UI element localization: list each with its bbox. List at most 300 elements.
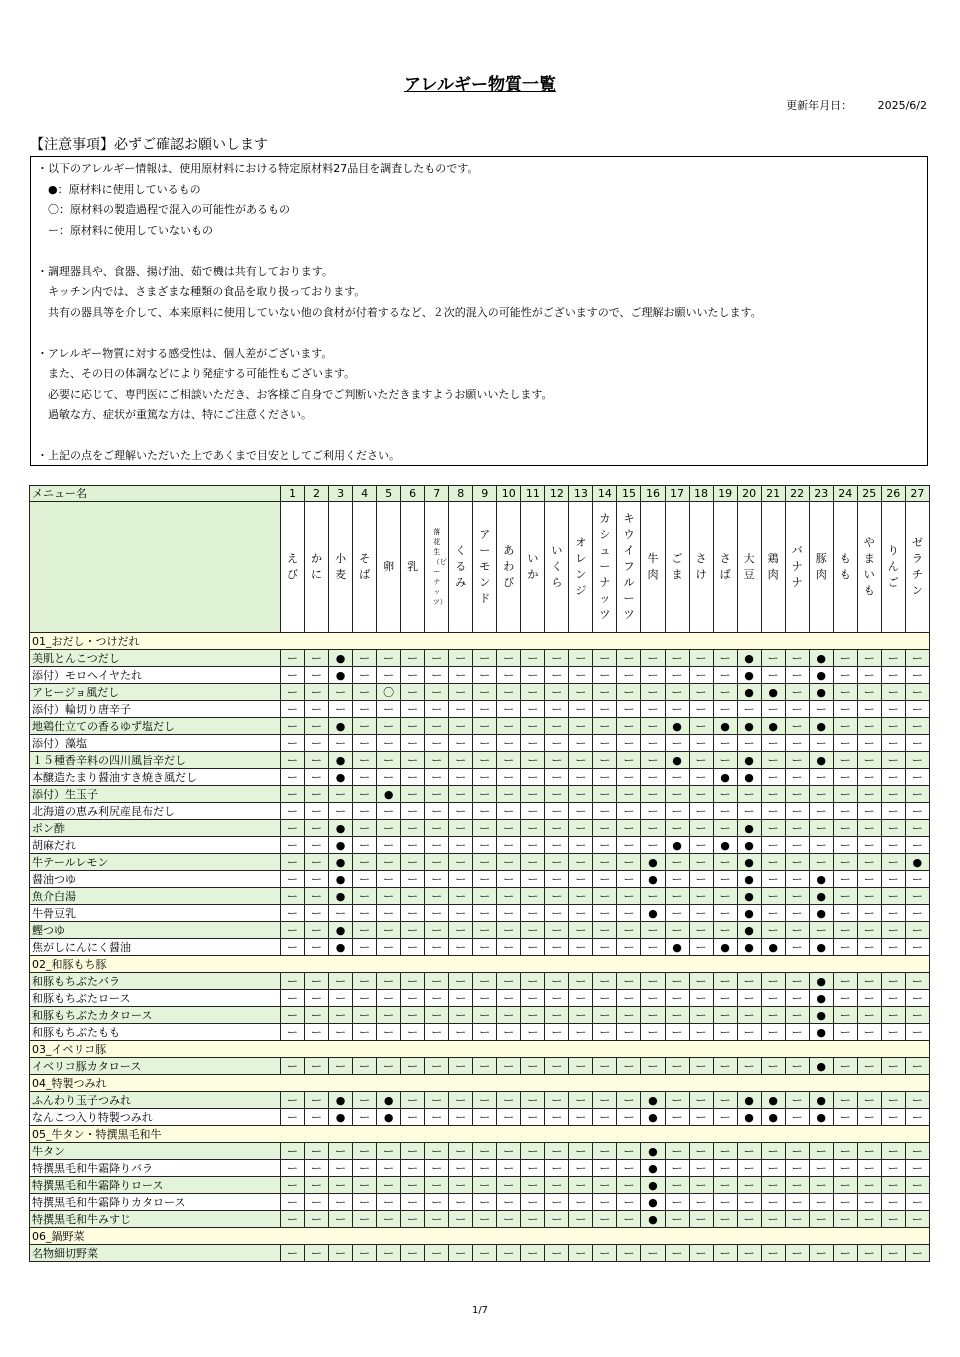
not-used-mark: ー (353, 939, 377, 956)
not-used-mark: ー (377, 701, 401, 718)
not-used-mark: ー (713, 1007, 737, 1024)
not-used-mark: ー (713, 1092, 737, 1109)
contains-mark: ● (329, 650, 353, 667)
not-used-mark: ー (761, 837, 785, 854)
not-used-mark: ー (665, 1058, 689, 1075)
not-used-mark: ー (401, 1143, 425, 1160)
notice-title: 【注意事項】必ずご確認お願いします (30, 137, 268, 153)
contains-mark: ● (737, 769, 761, 786)
not-used-mark: ー (473, 1024, 497, 1041)
not-used-mark: ー (569, 786, 593, 803)
not-used-mark: ー (617, 786, 641, 803)
category-row (30, 1228, 930, 1245)
not-used-mark: ー (881, 905, 905, 922)
allergen-number: 23 (809, 486, 833, 502)
not-used-mark: ー (857, 752, 881, 769)
not-used-mark: ー (593, 871, 617, 888)
not-used-mark: ー (401, 837, 425, 854)
contains-mark: ● (329, 752, 353, 769)
not-used-mark: ー (689, 803, 713, 820)
not-used-mark: ー (689, 735, 713, 752)
not-used-mark: ー (905, 769, 929, 786)
not-used-mark: ー (401, 939, 425, 956)
not-used-mark: ー (521, 922, 545, 939)
not-used-mark: ー (785, 1109, 809, 1126)
not-used-mark: ー (305, 1245, 329, 1262)
not-used-mark: ー (305, 837, 329, 854)
not-used-mark: ー (281, 1092, 305, 1109)
menu-row (30, 718, 930, 735)
allergen-name-cell (425, 502, 449, 633)
not-used-mark: ー (329, 990, 353, 1007)
not-used-mark: ー (713, 1143, 737, 1160)
not-used-mark: ー (425, 871, 449, 888)
not-used-mark: ー (305, 854, 329, 871)
not-used-mark: ー (833, 871, 857, 888)
not-used-mark: ー (425, 1194, 449, 1211)
not-used-mark: ー (473, 1109, 497, 1126)
not-used-mark: ー (329, 1211, 353, 1228)
menu-name: 添付）輪切り唐辛子 (30, 701, 281, 718)
not-used-mark: ー (737, 1007, 761, 1024)
not-used-mark: ー (809, 1160, 833, 1177)
not-used-mark: ー (857, 769, 881, 786)
not-used-mark: ー (329, 803, 353, 820)
allergen-name-cell (569, 502, 593, 633)
not-used-mark: ー (641, 990, 665, 1007)
not-used-mark: ー (473, 1211, 497, 1228)
not-used-mark: ー (689, 1092, 713, 1109)
allergen-number: 11 (521, 486, 545, 502)
not-used-mark: ー (569, 752, 593, 769)
not-used-mark: ー (833, 973, 857, 990)
not-used-mark: ー (521, 939, 545, 956)
contains-mark: ● (809, 939, 833, 956)
not-used-mark: ー (545, 786, 569, 803)
not-used-mark: ー (545, 888, 569, 905)
not-used-mark: ー (713, 667, 737, 684)
not-used-mark: ー (857, 820, 881, 837)
not-used-mark: ー (713, 1194, 737, 1211)
not-used-mark: ー (353, 854, 377, 871)
not-used-mark: ー (353, 871, 377, 888)
not-used-mark: ー (761, 1007, 785, 1024)
not-used-mark: ー (401, 667, 425, 684)
not-used-mark: ー (905, 905, 929, 922)
not-used-mark: ー (521, 1092, 545, 1109)
not-used-mark: ー (905, 1177, 929, 1194)
menu-row (30, 973, 930, 990)
not-used-mark: ー (857, 990, 881, 1007)
not-used-mark: ー (377, 1058, 401, 1075)
not-used-mark: ー (329, 735, 353, 752)
not-used-mark: ー (545, 922, 569, 939)
not-used-mark: ー (761, 786, 785, 803)
category-name: 01_おだし・つけだれ (30, 633, 930, 650)
not-used-mark: ー (329, 1058, 353, 1075)
not-used-mark: ー (377, 973, 401, 990)
not-used-mark: ー (473, 990, 497, 1007)
contains-mark: ● (737, 854, 761, 871)
not-used-mark: ー (329, 1160, 353, 1177)
menu-row (30, 1109, 930, 1126)
not-used-mark: ー (473, 1143, 497, 1160)
not-used-mark: ー (305, 1143, 329, 1160)
not-used-mark: ー (689, 684, 713, 701)
allergen-name-cell (809, 502, 833, 633)
not-used-mark: ー (617, 888, 641, 905)
contains-mark: ● (665, 718, 689, 735)
contains-mark: ● (761, 939, 785, 956)
contains-mark: ● (809, 1109, 833, 1126)
notice-line (37, 426, 921, 447)
not-used-mark: ー (857, 1160, 881, 1177)
not-used-mark: ー (689, 1058, 713, 1075)
not-used-mark: ー (449, 888, 473, 905)
not-used-mark: ー (809, 922, 833, 939)
menu-row (30, 786, 930, 803)
not-used-mark: ー (905, 803, 929, 820)
not-used-mark: ー (857, 1211, 881, 1228)
not-used-mark: ー (521, 735, 545, 752)
allergen-name: りんご (887, 544, 899, 589)
not-used-mark: ー (305, 684, 329, 701)
allergen-name-cell (617, 502, 641, 633)
not-used-mark: ー (761, 1177, 785, 1194)
notice-line: キッチン内では、さまざまな種類の食品を取り扱っております。 (37, 285, 366, 298)
not-used-mark: ー (833, 1160, 857, 1177)
not-used-mark: ー (425, 1211, 449, 1228)
notice-line (37, 241, 921, 262)
not-used-mark: ー (545, 718, 569, 735)
not-used-mark: ー (761, 1194, 785, 1211)
not-used-mark: ー (833, 820, 857, 837)
not-used-mark: ー (785, 1160, 809, 1177)
not-used-mark: ー (785, 769, 809, 786)
not-used-mark: ー (761, 871, 785, 888)
not-used-mark: ー (785, 735, 809, 752)
not-used-mark: ー (377, 1245, 401, 1262)
not-used-mark: ー (521, 871, 545, 888)
not-used-mark: ー (713, 1245, 737, 1262)
not-used-mark: ー (713, 1109, 737, 1126)
not-used-mark: ー (449, 735, 473, 752)
not-used-mark: ー (281, 701, 305, 718)
not-used-mark: ー (857, 1058, 881, 1075)
not-used-mark: ー (281, 1194, 305, 1211)
not-used-mark: ー (497, 1177, 521, 1194)
not-used-mark: ー (905, 1160, 929, 1177)
not-used-mark: ー (473, 684, 497, 701)
not-used-mark: ー (497, 650, 521, 667)
contains-mark: ● (737, 939, 761, 956)
allergen-number: 17 (665, 486, 689, 502)
notice-line: ・以下のアレルギー情報は、使用原材料における特定原材料27品目を調査したものです。 (37, 162, 479, 175)
not-used-mark: ー (689, 1143, 713, 1160)
not-used-mark: ー (353, 752, 377, 769)
not-used-mark: ー (569, 973, 593, 990)
not-used-mark: ー (401, 973, 425, 990)
not-used-mark: ー (521, 820, 545, 837)
allergen-name-cell (353, 502, 377, 633)
not-used-mark: ー (857, 1245, 881, 1262)
not-used-mark: ー (353, 1007, 377, 1024)
not-used-mark: ー (305, 1092, 329, 1109)
not-used-mark: ー (617, 735, 641, 752)
not-used-mark: ー (833, 650, 857, 667)
not-used-mark: ー (353, 667, 377, 684)
not-used-mark: ー (305, 1211, 329, 1228)
not-used-mark: ー (665, 905, 689, 922)
not-used-mark: ー (881, 871, 905, 888)
not-used-mark: ー (857, 905, 881, 922)
contains-mark: ● (809, 871, 833, 888)
allergen-name-cell (713, 502, 737, 633)
not-used-mark: ー (377, 888, 401, 905)
not-used-mark: ー (569, 684, 593, 701)
allergen-name-cell (881, 502, 905, 633)
not-used-mark: ー (545, 1177, 569, 1194)
not-used-mark: ー (401, 990, 425, 1007)
not-used-mark: ー (353, 684, 377, 701)
not-used-mark: ー (377, 871, 401, 888)
not-used-mark: ー (881, 1024, 905, 1041)
not-used-mark: ー (761, 973, 785, 990)
not-used-mark: ー (617, 854, 641, 871)
not-used-mark: ー (497, 973, 521, 990)
menu-name: 牛骨豆乳 (30, 905, 281, 922)
not-used-mark: ー (689, 786, 713, 803)
not-used-mark: ー (737, 1211, 761, 1228)
not-used-mark: ー (857, 1092, 881, 1109)
not-used-mark: ー (905, 939, 929, 956)
not-used-mark: ー (545, 905, 569, 922)
not-used-mark: ー (353, 735, 377, 752)
may-contain-mark: 〇 (377, 684, 401, 701)
not-used-mark: ー (881, 1109, 905, 1126)
not-used-mark: ー (569, 701, 593, 718)
not-used-mark: ー (833, 1058, 857, 1075)
contains-mark: ● (641, 1143, 665, 1160)
not-used-mark: ー (689, 1194, 713, 1211)
not-used-mark: ー (665, 888, 689, 905)
not-used-mark: ー (521, 888, 545, 905)
not-used-mark: ー (569, 922, 593, 939)
not-used-mark: ー (593, 1194, 617, 1211)
not-used-mark: ー (641, 939, 665, 956)
not-used-mark: ー (569, 1109, 593, 1126)
not-used-mark: ー (833, 803, 857, 820)
allergen-name: さば (719, 552, 731, 581)
menu-row (30, 888, 930, 905)
not-used-mark: ー (401, 1058, 425, 1075)
not-used-mark: ー (401, 854, 425, 871)
not-used-mark: ー (305, 1177, 329, 1194)
not-used-mark: ー (593, 803, 617, 820)
allergen-name: アーモンド (479, 528, 491, 605)
not-used-mark: ー (473, 1245, 497, 1262)
not-used-mark: ー (617, 803, 641, 820)
contains-mark: ● (737, 837, 761, 854)
contains-mark: ● (641, 854, 665, 871)
not-used-mark: ー (545, 990, 569, 1007)
not-used-mark: ー (281, 1177, 305, 1194)
not-used-mark: ー (857, 1143, 881, 1160)
not-used-mark: ー (569, 1160, 593, 1177)
not-used-mark: ー (641, 1007, 665, 1024)
not-used-mark: ー (641, 922, 665, 939)
not-used-mark: ー (521, 718, 545, 735)
allergen-name-cell (449, 502, 473, 633)
menu-name: 添付）藻塩 (30, 735, 281, 752)
menu-name: ふんわり玉子つみれ (30, 1092, 281, 1109)
contains-mark: ● (809, 650, 833, 667)
not-used-mark: ー (857, 786, 881, 803)
not-used-mark: ー (425, 1109, 449, 1126)
not-used-mark: ー (881, 1007, 905, 1024)
not-used-mark: ー (281, 769, 305, 786)
not-used-mark: ー (809, 786, 833, 803)
not-used-mark: ー (521, 1245, 545, 1262)
not-used-mark: ー (569, 871, 593, 888)
not-used-mark: ー (905, 667, 929, 684)
not-used-mark: ー (905, 1109, 929, 1126)
not-used-mark: ー (425, 735, 449, 752)
not-used-mark: ー (521, 1143, 545, 1160)
contains-mark: ● (641, 1211, 665, 1228)
not-used-mark: ー (281, 803, 305, 820)
not-used-mark: ー (785, 973, 809, 990)
not-used-mark: ー (305, 905, 329, 922)
menu-name: 添付）生玉子 (30, 786, 281, 803)
not-used-mark: ー (569, 1143, 593, 1160)
not-used-mark: ー (881, 1092, 905, 1109)
not-used-mark: ー (401, 1109, 425, 1126)
contains-mark: ● (737, 871, 761, 888)
not-used-mark: ー (521, 803, 545, 820)
not-used-mark: ー (425, 837, 449, 854)
contains-mark: ● (809, 888, 833, 905)
not-used-mark: ー (881, 769, 905, 786)
not-used-mark: ー (569, 939, 593, 956)
allergen-name-cell (905, 502, 929, 633)
not-used-mark: ー (881, 803, 905, 820)
not-used-mark: ー (473, 905, 497, 922)
not-used-mark: ー (473, 1058, 497, 1075)
not-used-mark: ー (689, 1245, 713, 1262)
menu-name: 和豚もちぶたもも (30, 1024, 281, 1041)
not-used-mark: ー (881, 820, 905, 837)
not-used-mark: ー (641, 752, 665, 769)
notice-line: 〇：原材料の製造過程で混入の可能性があるもの (37, 203, 290, 216)
not-used-mark: ー (449, 1092, 473, 1109)
not-used-mark: ー (689, 769, 713, 786)
not-used-mark: ー (713, 701, 737, 718)
not-used-mark: ー (833, 735, 857, 752)
not-used-mark: ー (497, 1024, 521, 1041)
contains-mark: ● (641, 1177, 665, 1194)
menu-name: 和豚もちぶたバラ (30, 973, 281, 990)
allergen-name-cell (545, 502, 569, 633)
not-used-mark: ー (641, 837, 665, 854)
not-used-mark: ー (449, 650, 473, 667)
not-used-mark: ー (713, 650, 737, 667)
not-used-mark: ー (617, 990, 641, 1007)
menu-header-blank (30, 502, 281, 633)
page-title: アレルギー物質一覧 (404, 75, 556, 95)
allergen-name: 大豆 (743, 552, 755, 581)
not-used-mark: ー (665, 803, 689, 820)
not-used-mark: ー (689, 990, 713, 1007)
contains-mark: ● (713, 718, 737, 735)
not-used-mark: ー (569, 1058, 593, 1075)
not-used-mark: ー (449, 1007, 473, 1024)
allergen-number: 4 (353, 486, 377, 502)
not-used-mark: ー (881, 973, 905, 990)
notice-line: 必要に応じて、専門医にご相談いただき、お客様ご自身でご判断いただきますようお願いいたします。 (37, 387, 553, 401)
not-used-mark: ー (449, 718, 473, 735)
not-used-mark: ー (665, 1092, 689, 1109)
notice-line: ・アレルギー物質に対する感受性は、個人差がございます。 (37, 346, 333, 360)
notice-line: 共有の器具等を介して、本来原料に使用していない他の食材が付着するなど、２次的混入の可能性がございますので、ご理解お願いいたします。 (37, 305, 762, 319)
not-used-mark: ー (329, 1194, 353, 1211)
not-used-mark: ー (665, 871, 689, 888)
category-name: 03_イベリコ豚 (30, 1041, 930, 1058)
not-used-mark: ー (449, 752, 473, 769)
menu-row (30, 854, 930, 871)
not-used-mark: ー (305, 1194, 329, 1211)
not-used-mark: ー (473, 871, 497, 888)
not-used-mark: ー (641, 1024, 665, 1041)
contains-mark: ● (809, 718, 833, 735)
not-used-mark: ー (713, 1211, 737, 1228)
contains-mark: ● (665, 837, 689, 854)
not-used-mark: ー (521, 1177, 545, 1194)
not-used-mark: ー (761, 1211, 785, 1228)
not-used-mark: ー (713, 1058, 737, 1075)
not-used-mark: ー (857, 1024, 881, 1041)
not-used-mark: ー (497, 990, 521, 1007)
not-used-mark: ー (377, 803, 401, 820)
not-used-mark: ー (785, 1194, 809, 1211)
not-used-mark: ー (905, 888, 929, 905)
not-used-mark: ー (641, 888, 665, 905)
not-used-mark: ー (521, 1058, 545, 1075)
not-used-mark: ー (449, 1143, 473, 1160)
not-used-mark: ー (425, 752, 449, 769)
not-used-mark: ー (521, 1007, 545, 1024)
not-used-mark: ー (761, 820, 785, 837)
menu-row (30, 922, 930, 939)
not-used-mark: ー (665, 1007, 689, 1024)
not-used-mark: ー (665, 769, 689, 786)
not-used-mark: ー (737, 1177, 761, 1194)
not-used-mark: ー (497, 1058, 521, 1075)
not-used-mark: ー (689, 1211, 713, 1228)
not-used-mark: ー (497, 820, 521, 837)
not-used-mark: ー (833, 786, 857, 803)
not-used-mark: ー (569, 990, 593, 1007)
category-name: 06_鍋野菜 (30, 1228, 930, 1245)
not-used-mark: ー (425, 922, 449, 939)
not-used-mark: ー (713, 905, 737, 922)
not-used-mark: ー (545, 1211, 569, 1228)
not-used-mark: ー (353, 990, 377, 1007)
not-used-mark: ー (329, 1177, 353, 1194)
not-used-mark: ー (401, 1177, 425, 1194)
not-used-mark: ー (665, 1194, 689, 1211)
menu-name: 添付）モロヘイヤたれ (30, 667, 281, 684)
